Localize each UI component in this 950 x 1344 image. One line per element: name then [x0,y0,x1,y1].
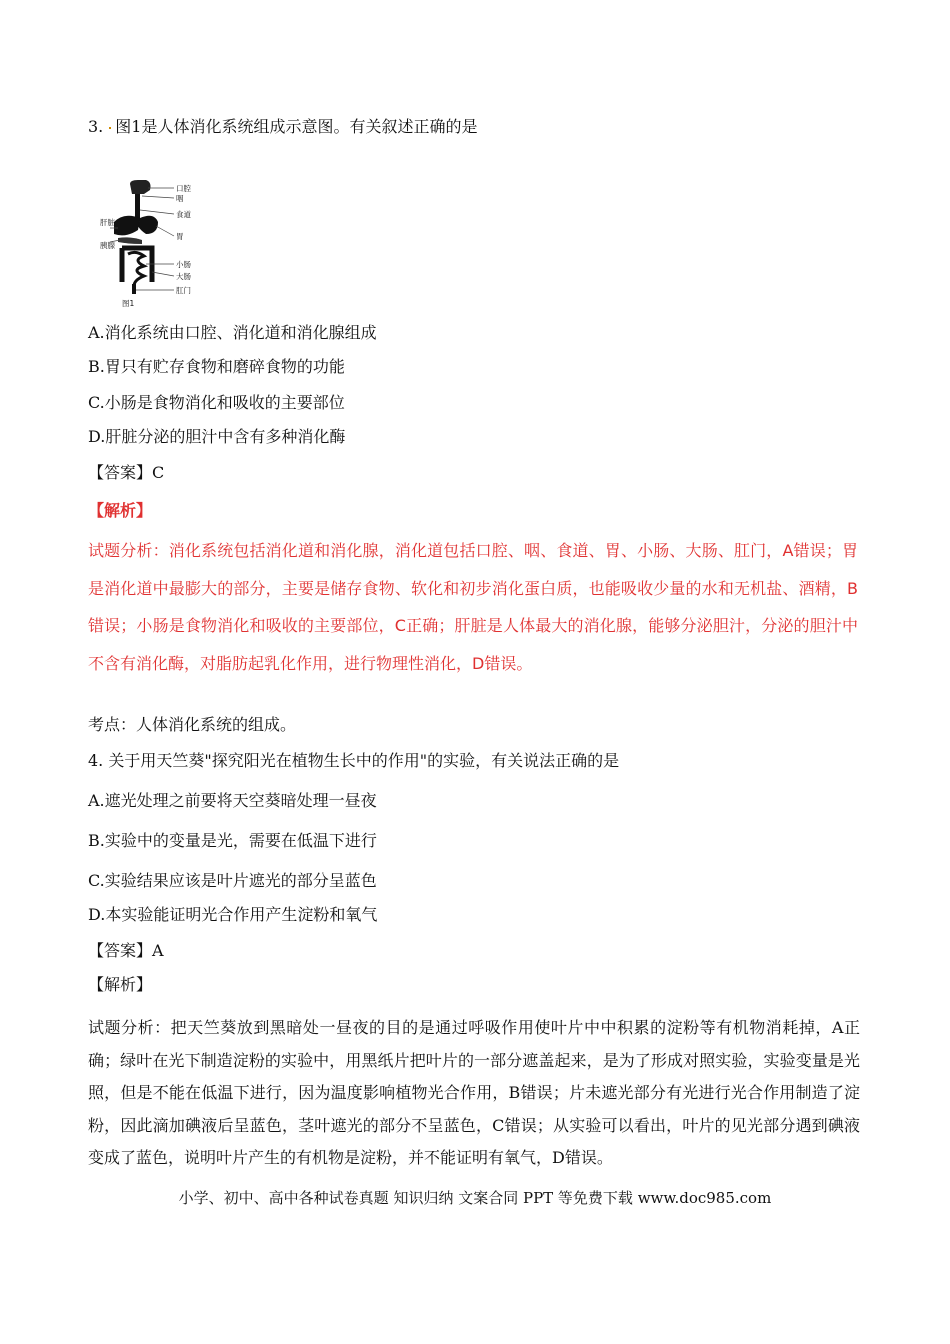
q3-answer: 【答案】C [88,463,165,482]
q4-analysis-tag: 【解析】 [88,975,153,994]
question-3-stem [88,116,477,138]
oral-cavity-shape [130,180,151,194]
anus-shape [132,284,136,294]
q4-option-d: D.本实验能证明光合作用产生淀粉和氧气 [88,905,378,924]
pancreas-shape [118,237,142,244]
q3-analysis-tag: 【解析】 [88,501,153,520]
small-intestine-shape [128,252,144,286]
q4-option-b: B.实验中的变量是光，需要在低温下进行 [88,831,377,850]
q4-analysis-text: 试题分析：把天竺葵放到黑暗处一昼夜的目的是通过呼吸作用使叶片中中积累的淀粉等有机物消耗掉，A正确；绿叶在光下制造淀粉的实验中，用黑纸片把叶片的一部分遮盖起来，是为了形成对照实验，实验变量是光照，但是不能在低温下进行，因为温度影响植物光合作用，B错误；片未遮光部分有光进行光合作用制造了淀粉，因此滴加碘液后呈蓝色，茎叶遮光的部分不呈蓝色，C错误；从实验可以看出，叶片的见光部分遇到碘液变成了蓝色，说明叶片产生的有机物是淀粉，并不能证明有氧气，D错误。 [88,1018,860,1167]
q4-answer: 【答案】A [88,941,164,960]
label-large-intestine: 大肠 [176,272,191,281]
label-stomach: 胃 [176,232,184,241]
q3-option-c: C.小肠是食物消化和吸收的主要部位 [88,393,345,412]
esophagus-shape [135,194,140,220]
q3-kaodian: 考点：人体消化系统的组成。 [88,715,297,734]
question-3-text: 图1是人体消化系统组成示意图。有关叙述正确的是 [115,117,478,136]
q3-analysis-text: 试题分析：消化系统包括消化道和消化腺，消化道包括口腔、咽、食道、胃、小肠、大肠、肛门，A错误；胃是消化道中最膨大的部分，主要是储存食物、软化和初步消化蛋白质，也能吸收少量的水和无机盐、酒精，B错误；小肠是食物消化和吸收的主要部位，C正确；肝脏是人体最大的消化腺，能够分泌胆汁，分泌的胆汁中不含有消化酶，对脂肪起乳化作用，进行物理性消化，D错误。 [88,541,858,673]
page-footer: 小学、初中、高中各种试卷真题 知识归纳 文案合同 PPT 等免费下载 www.doc985.com [178,1189,772,1207]
q4-option-c: C.实验结果应该是叶片遮光的部分呈蓝色 [88,871,377,890]
question-4-stem: 4. 关于用天竺葵"探究阳光在植物生长中的作用"的实验，有关说法正确的是 [88,751,620,770]
label-pancreas: 胰腺 [100,241,115,250]
stomach-shape [138,216,158,234]
q4-option-a: A.遮光处理之前要将天空葵暗处理一昼夜 [88,791,377,810]
label-liver: 肝脏 [100,218,115,227]
figure-caption: 图1 [122,299,135,308]
q3-option-a: A.消化系统由口腔、消化道和消化腺组成 [88,323,377,342]
q3-option-d: D.肝脏分泌的胆汁中含有多种消化酶 [88,427,346,446]
label-small-intestine: 小肠 [176,260,191,269]
mark-dot [109,127,111,129]
question-3-number: 3. [88,117,104,136]
liver-shape [114,216,140,236]
digestive-system-figure [100,178,228,310]
q3-option-b: B.胃只有贮存食物和磨碎食物的功能 [88,357,345,376]
label-esophagus: 食道 [176,210,191,219]
label-pharynx: 咽 [176,194,184,203]
label-oral-cavity: 口腔 [176,184,191,193]
label-anus: 肛门 [176,286,191,295]
